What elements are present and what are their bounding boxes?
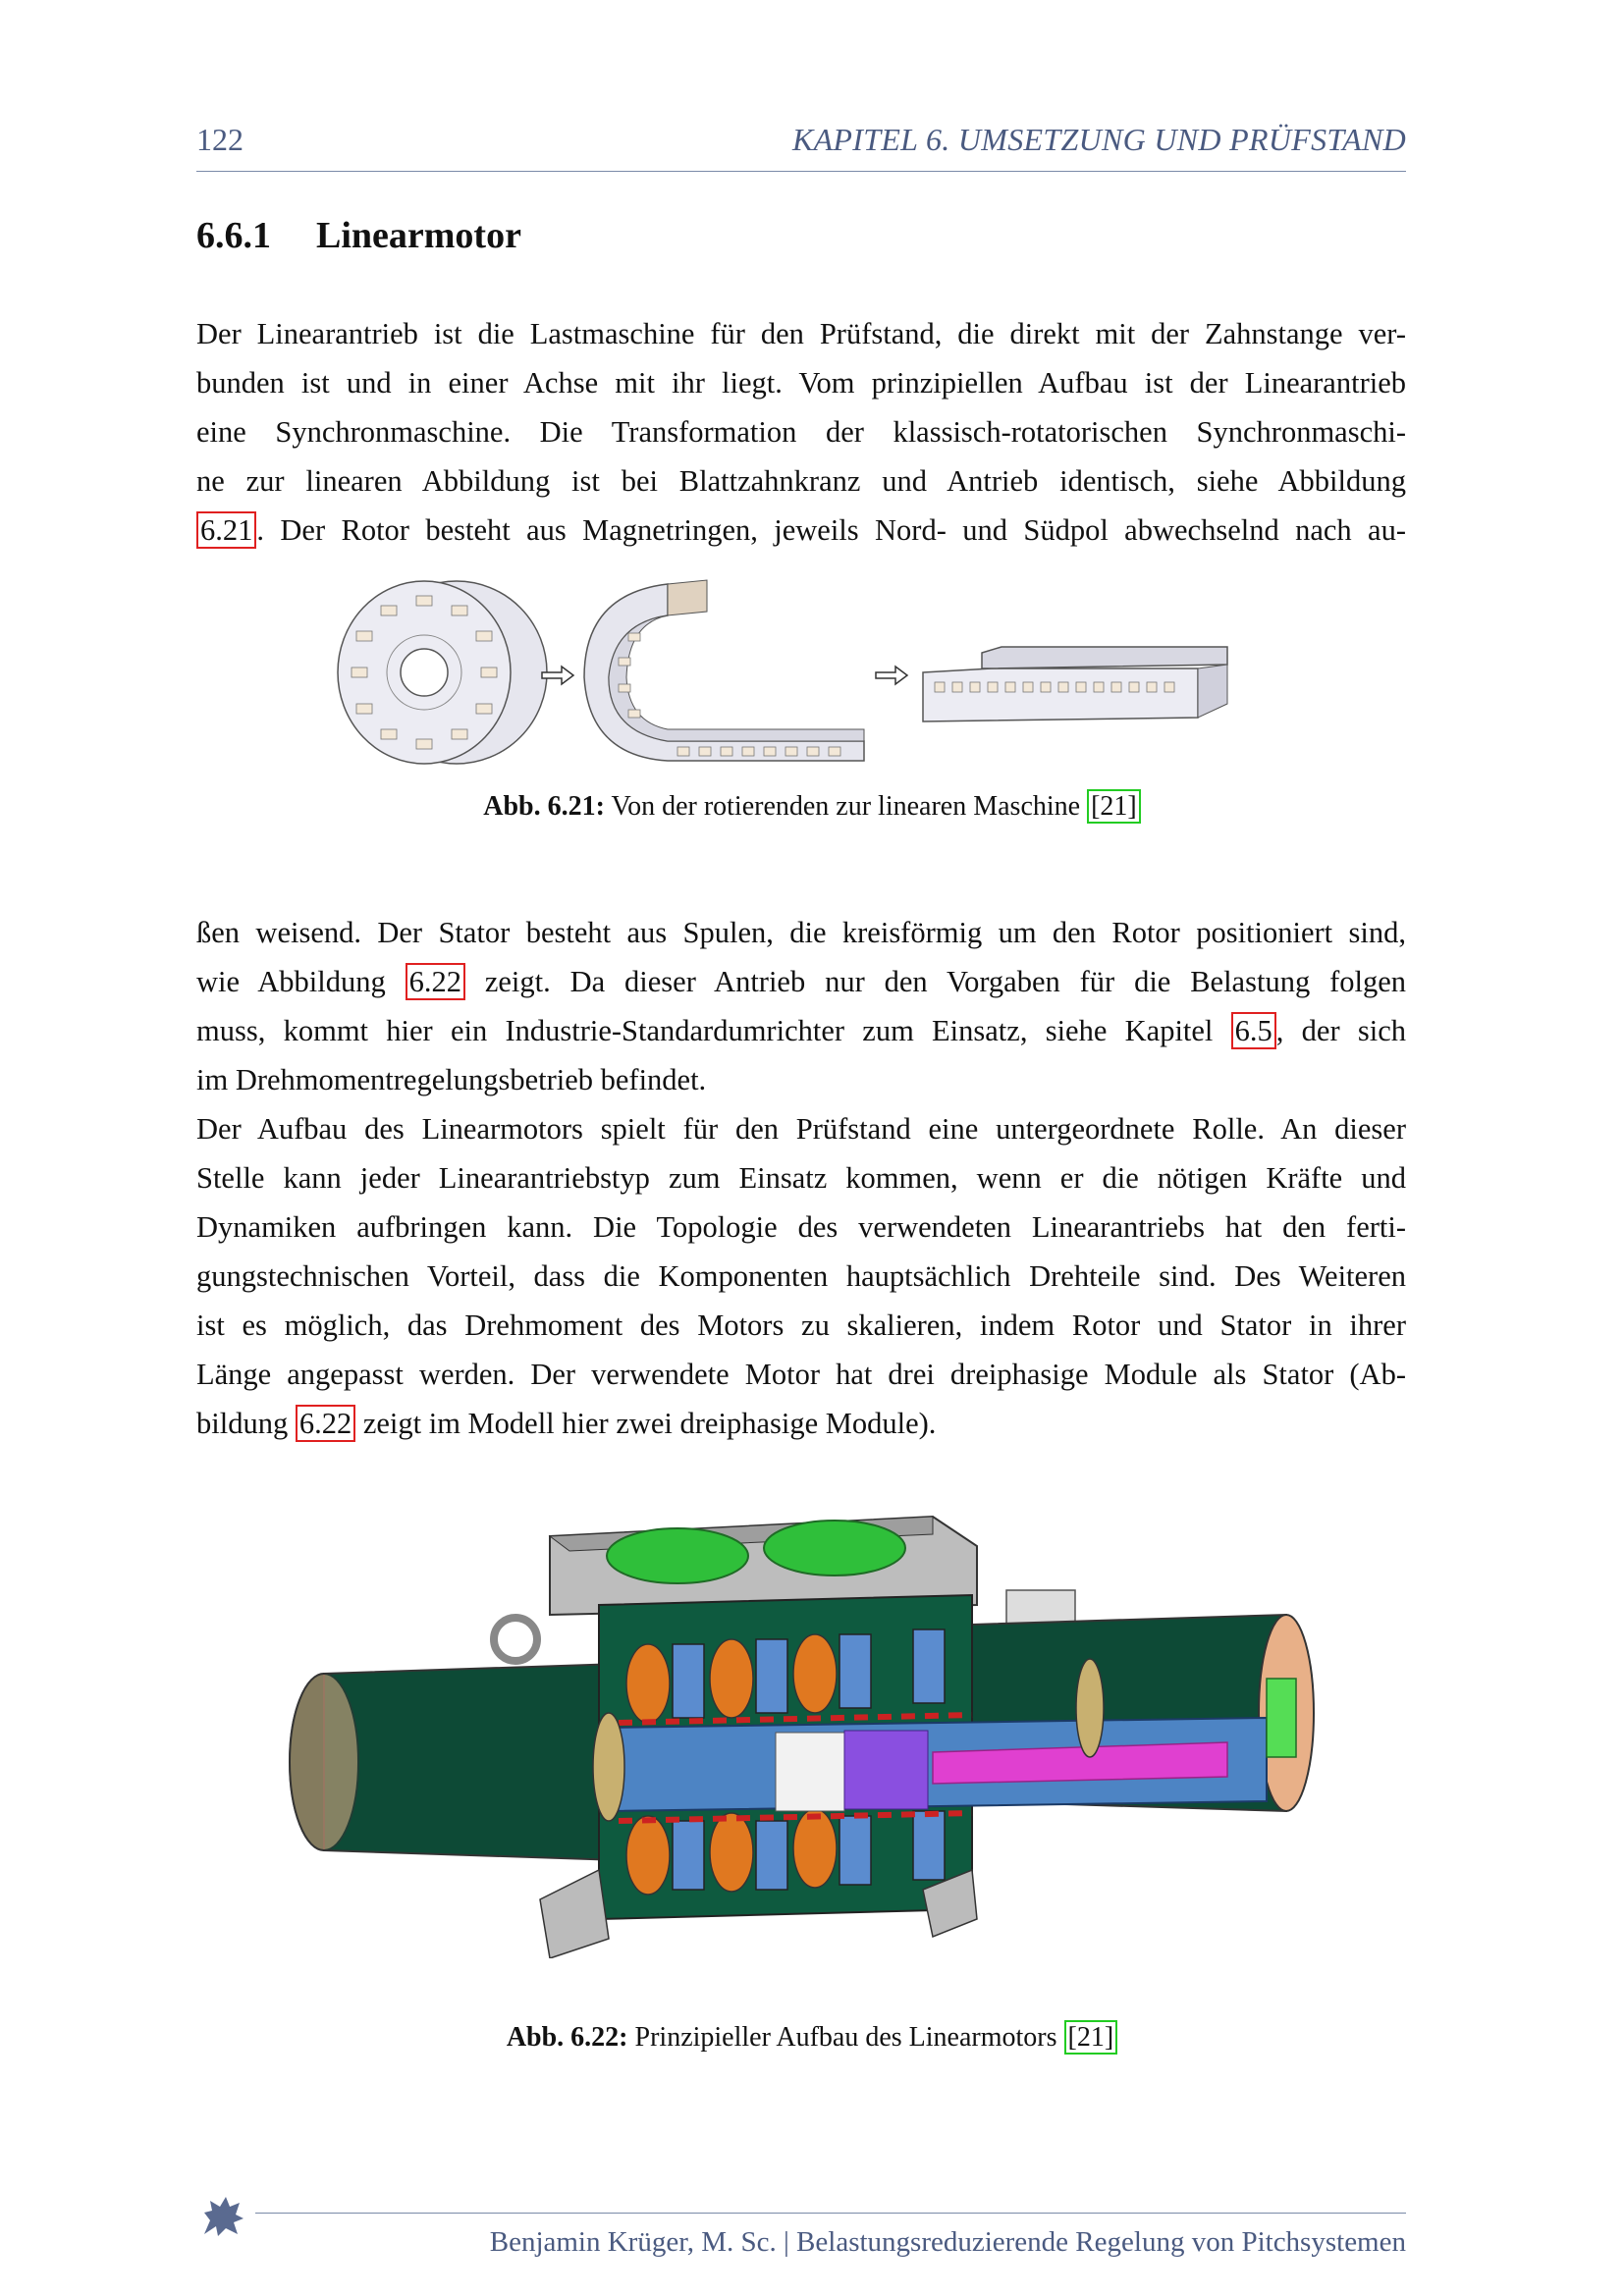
figure-linear-motor-cutaway [285, 1497, 1326, 1958]
text-line: Der Aufbau des Linearmotors spielt für den Prüfstand eine untergeordnete Rolle. An dieser [196, 1112, 1406, 1146]
caption-text: Prinzipieller Aufbau des Linearmotors [634, 2022, 1057, 2053]
page-number: 122 [196, 122, 244, 157]
text-fragment: bildung [196, 1407, 289, 1440]
text-line [196, 957, 1406, 1006]
caption-label: Abb. 6.21: [483, 791, 605, 822]
text-line [196, 506, 1406, 555]
text-line [196, 1399, 1406, 1448]
text-line: ßen weisend. Der Stator besteht aus Spulen, die kreisförmig um den Rotor positioniert sind, [196, 916, 1406, 949]
figure-caption-2 [0, 2022, 1624, 2054]
figure-rotating-to-linear [314, 574, 1296, 771]
text-line: im Drehmomentregelungsbetrieb befindet. [196, 1063, 707, 1096]
text-fragment: . Der Rotor besteht aus Magnetringen, jeweils Nord- und Südpol abwechselnd nach au- [256, 513, 1406, 547]
footer-text: Benjamin Krüger, M. Sc. | Belastungsreduzierende Regelung von Pitchsystemen [489, 2226, 1406, 2258]
chapter-title: KAPITEL 6. UMSETZUNG UND PRÜFSTAND [791, 122, 1406, 157]
section-title: Linearmotor [316, 215, 521, 256]
unrolling-machine-illustration [584, 580, 864, 761]
caption-text: Von der rotierenden zur linearen Maschine [611, 791, 1081, 822]
text-line: Länge angepasst werden. Der verwendete Motor hat drei dreiphasige Module als Stator (Ab- [196, 1358, 1406, 1391]
figure-caption-1 [0, 791, 1624, 823]
section-number: 6.6.1 [196, 215, 271, 256]
university-lion-logo [196, 2191, 247, 2242]
citation-link[interactable]: [21] [1064, 2020, 1118, 2055]
text-line: Stelle kann jeder Linearantriebstyp zum Einsatz kommen, wenn er die nötigen Kräfte und [196, 1161, 1406, 1195]
paragraph-1 [196, 309, 1406, 555]
text-line: Der Linearantrieb ist die Lastmaschine für den Prüfstand, die direkt mit der Zahnstange ver- [196, 317, 1406, 350]
text-line: eine Synchronmaschine. Die Transformation der klassisch-rotatorischen Synchronmaschi- [196, 415, 1406, 449]
citation-link[interactable]: [21] [1087, 789, 1141, 824]
linear-motor-cutaway-illustration [290, 1517, 1314, 1958]
text-line: Dynamiken aufbringen kann. Die Topologie des verwendeten Linearantriebs hat den ferti- [196, 1210, 1406, 1244]
footer-rule [255, 2213, 1406, 2214]
linear-machine-illustration [923, 647, 1227, 721]
text-line: ne zur linearen Abbildung ist bei Blattzahnkranz und Antrieb identisch, siehe Abbildung [196, 464, 1406, 498]
running-head [196, 122, 1406, 172]
text-line: gungstechnischen Vorteil, dass die Komponenten hauptsächlich Drehteile sind. Des Weiteren [196, 1259, 1406, 1293]
arrow-right-icon [876, 667, 907, 684]
text-fragment: zeigt im Modell hier zwei dreiphasige Module). [362, 1407, 937, 1440]
text-line: bunden ist und in einer Achse mit ihr liegt. Vom prinzipiellen Aufbau ist der Linearantrieb [196, 366, 1406, 400]
figure-ref-link[interactable]: 6.22 [296, 1405, 355, 1442]
text-fragment: muss, kommt hier ein Industrie-Standardumrichter zum Einsatz, siehe Kapitel [196, 1014, 1214, 1047]
text-line: ist es möglich, das Drehmoment des Motors zu skalieren, indem Rotor und Stator in ihrer [196, 1308, 1406, 1342]
paragraph-2 [196, 908, 1406, 1448]
rotating-machine-illustration [338, 581, 547, 764]
caption-label: Abb. 6.22: [506, 2022, 628, 2053]
text-fragment: zeigt. Da dieser Antrieb nur den Vorgaben für die Belastung folgen [484, 965, 1406, 998]
text-line [196, 1006, 1406, 1055]
figure-ref-link[interactable]: 6.22 [406, 963, 465, 1000]
text-fragment: wie Abbildung [196, 965, 386, 998]
text-fragment: , der sich [1275, 1014, 1407, 1047]
figure-ref-link[interactable]: 6.21 [196, 511, 256, 549]
chapter-ref-link[interactable]: 6.5 [1231, 1012, 1276, 1049]
section-heading [196, 214, 521, 257]
